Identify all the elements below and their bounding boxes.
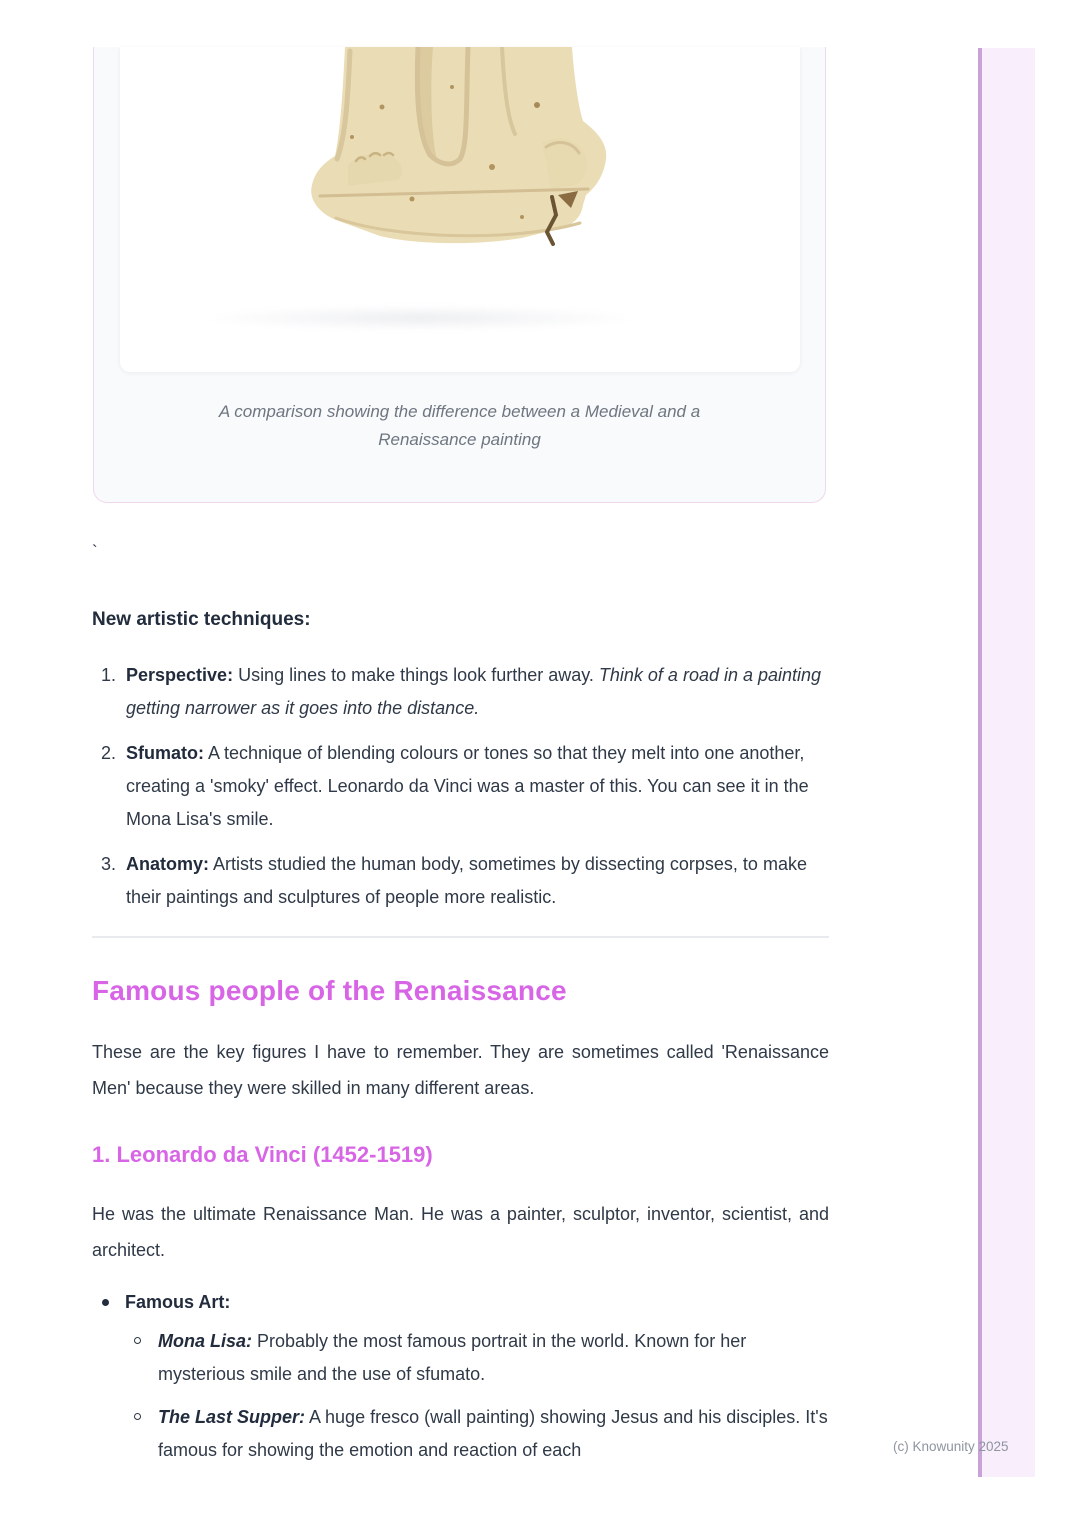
technique-item-anatomy — [92, 848, 829, 914]
technique-term: Perspective: — [126, 665, 234, 685]
copyright-watermark: (c) Knowunity 2025 — [893, 1439, 1009, 1454]
technique-note: Think of a road in a painting getting narrower as it goes into the distance. — [126, 665, 822, 718]
next-page-edge[interactable] — [978, 48, 1035, 1477]
artwork-text: A huge fresco (wall painting) showing Jesus and his disciples. It's famous for showing the emotion and reaction of each — [158, 1407, 828, 1460]
image-smudge — [200, 305, 640, 331]
famous-art-label: Famous Art: — [125, 1292, 231, 1312]
artworks-sublist — [125, 1325, 829, 1467]
artwork-text: Probably the most famous portrait in the world. Known for her mysterious smile and the use of sfumato. — [158, 1331, 747, 1384]
notes-text-column — [92, 540, 829, 1477]
artwork-item-last-supper — [125, 1401, 829, 1467]
bullet-circle-icon — [134, 1337, 141, 1344]
sculpture-photo — [290, 47, 630, 247]
statue-illustration — [290, 47, 630, 247]
artwork-title: Mona Lisa: — [158, 1331, 253, 1351]
techniques-list — [92, 659, 829, 914]
leonardo-art-list — [92, 1286, 829, 1467]
stray-character: ` — [92, 542, 98, 561]
section-heading-famous-people: Famous people of the Renaissance — [92, 975, 567, 1006]
technique-term: Sfumato: — [126, 743, 204, 763]
section-divider — [92, 936, 829, 938]
techniques-heading: New artistic techniques: — [92, 609, 311, 630]
artwork-title: The Last Supper: — [158, 1407, 306, 1427]
famous-art-item — [92, 1286, 829, 1467]
leonardo-description: He was the ultimate Renaissance Man. He was a painter, sculptor, inventor, scientist, and architect. — [92, 1204, 829, 1260]
bullet-disc-icon — [102, 1299, 109, 1306]
figure-image — [120, 47, 800, 372]
technique-text: Artists studied the human body, sometimes by dissecting corpses, to make their paintings and sculptures of people more realistic. — [126, 854, 807, 907]
technique-text: Using lines to make things look further away. — [233, 665, 599, 685]
artwork-item-mona-lisa — [125, 1325, 829, 1391]
subsection-heading-leonardo: 1. Leonardo da Vinci (1452-1519) — [92, 1142, 433, 1167]
figure-caption: A comparison showing the difference between a Medieval and a Renaissance painting — [218, 402, 701, 449]
famous-people-intro: These are the key figures I have to remember. They are sometimes called 'Renaissance Men' because they were skilled in many different areas. — [92, 1042, 829, 1098]
figure-card — [93, 47, 826, 503]
technique-item-sfumato — [92, 737, 829, 836]
technique-term: Anatomy: — [126, 854, 210, 874]
technique-text: A technique of blending colours or tones so that they melt into one another, creating a 'smoky' effect. Leonardo da Vinci was a master of this. You can see it in the Mona Lisa's smile. — [126, 743, 809, 829]
bullet-circle-icon — [134, 1413, 141, 1420]
technique-item-perspective — [92, 659, 829, 725]
